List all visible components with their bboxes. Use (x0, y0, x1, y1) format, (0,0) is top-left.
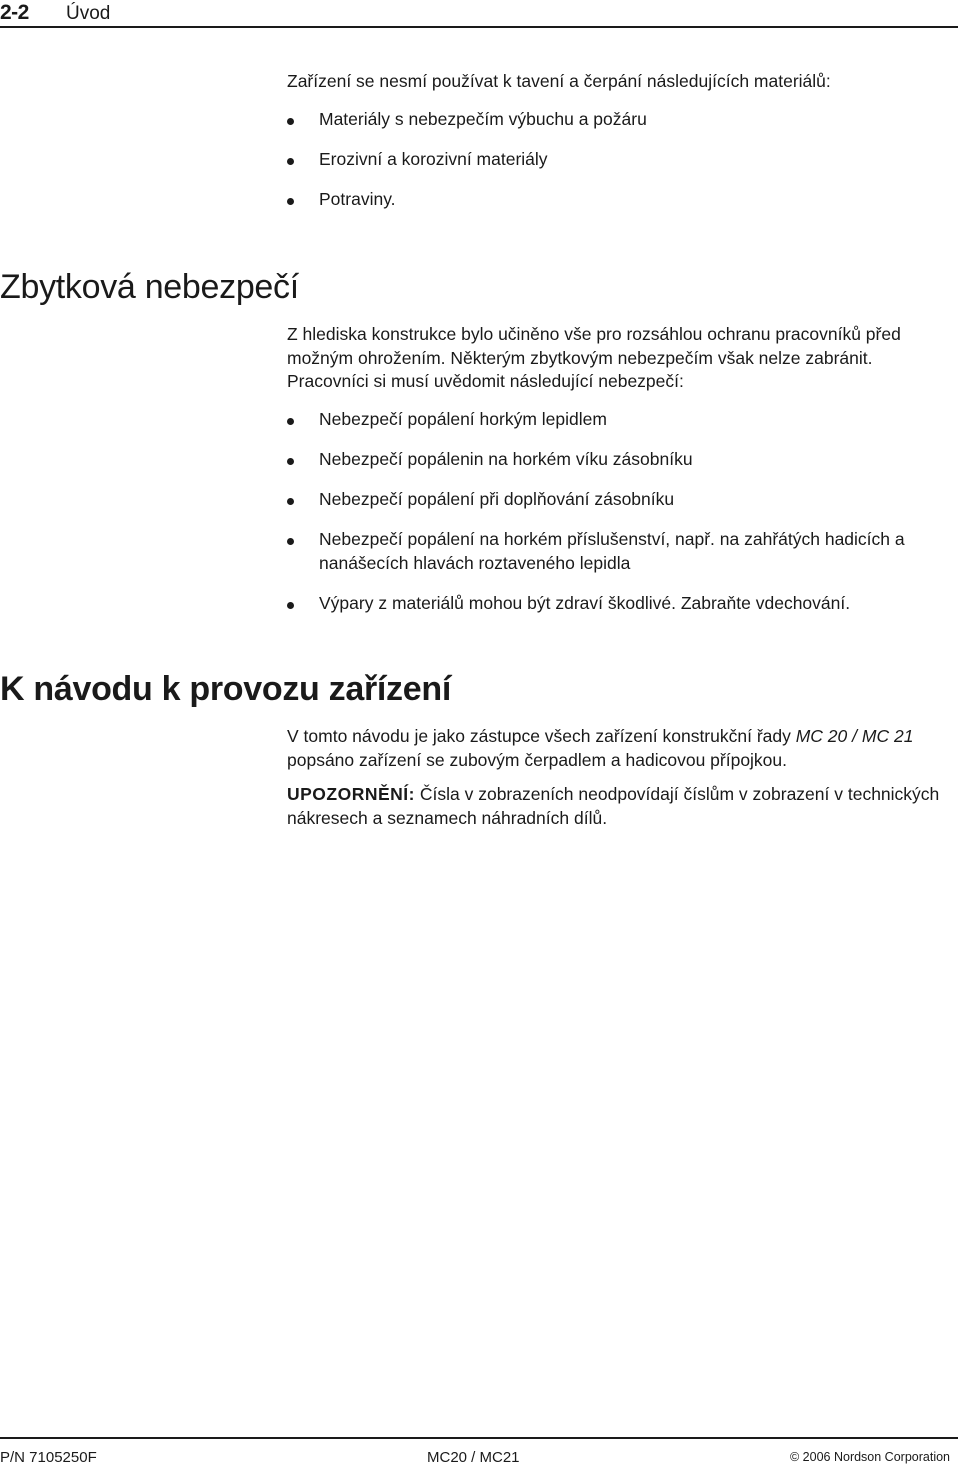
bullet-icon (287, 498, 294, 505)
list-item: Výpary z materiálů mohou být zdraví škodlivé. Zabraňte vdechování. (287, 592, 947, 616)
list-item: Nebezpečí popálení na horkém příslušenství, např. na zahřátých hadicích a nanášecích hlavách roztaveného lepidla (287, 528, 947, 575)
bullet-icon (287, 158, 294, 165)
copyright: © 2006 Nordson Corporation (790, 1450, 950, 1464)
section-heading-residual-hazards: Zbytková nebezpečí (0, 268, 299, 306)
bullet-icon (287, 418, 294, 425)
model-name: MC 20 / (795, 726, 858, 746)
bullet-icon (287, 602, 294, 609)
section-heading-manual: K návodu k provozu zařízení (0, 670, 451, 708)
page-header (0, 0, 958, 28)
chapter-title: Úvod (66, 3, 111, 24)
list-item: Nebezpečí popálení horkým lepidlem (287, 408, 947, 432)
residual-hazards-paragraph: Z hlediska konstrukce bylo učiněno vše pro rozsáhlou ochranu pracovníků před možným ohrožením. Některým zbytkovým nebezpečím však nelze zabránit. Pracovníci si musí uvědomit následující nebezpečí: (287, 324, 901, 391)
list-item: Materiály s nebezpečím výbuchu a požáru (287, 108, 947, 132)
intro-text: Zařízení se nesmí používat k tavení a čerpání následujících materiálů: (287, 71, 831, 91)
page-footer (0, 1437, 958, 1467)
note-label: UPOZORNĚNÍ: (287, 784, 415, 804)
bullet-icon (287, 458, 294, 465)
bullet-icon (287, 198, 294, 205)
page-number: 2-2 (0, 1, 29, 24)
note-paragraph: UPOZORNĚNÍ: Čísla v zobrazeních neodpovídají číslům v zobrazení v technických nákresech a seznamech náhradních dílů. (287, 784, 940, 828)
model-label: MC20 / MC21 (427, 1449, 520, 1466)
bullet-icon (287, 538, 294, 545)
model-name: MC 21 (861, 726, 914, 746)
intro-list (287, 108, 947, 212)
list-item: Erozivní a korozivní materiály (287, 148, 947, 172)
list-item: Nebezpečí popálenin na horkém víku zásobníku (287, 448, 947, 472)
residual-hazards-list (287, 408, 947, 615)
list-item: Nebezpečí popálení při doplňování zásobníku (287, 488, 947, 512)
bullet-icon (287, 118, 294, 125)
part-number: P/N 7105250F (0, 1449, 97, 1466)
list-item: Potraviny. (287, 188, 947, 212)
manual-paragraph: V tomto návodu je jako zástupce všech zařízení konstrukční řady MC 20 / MC 21 popsáno zařízení se zubovým čerpadlem a hadicovou přípojkou. (287, 726, 914, 770)
